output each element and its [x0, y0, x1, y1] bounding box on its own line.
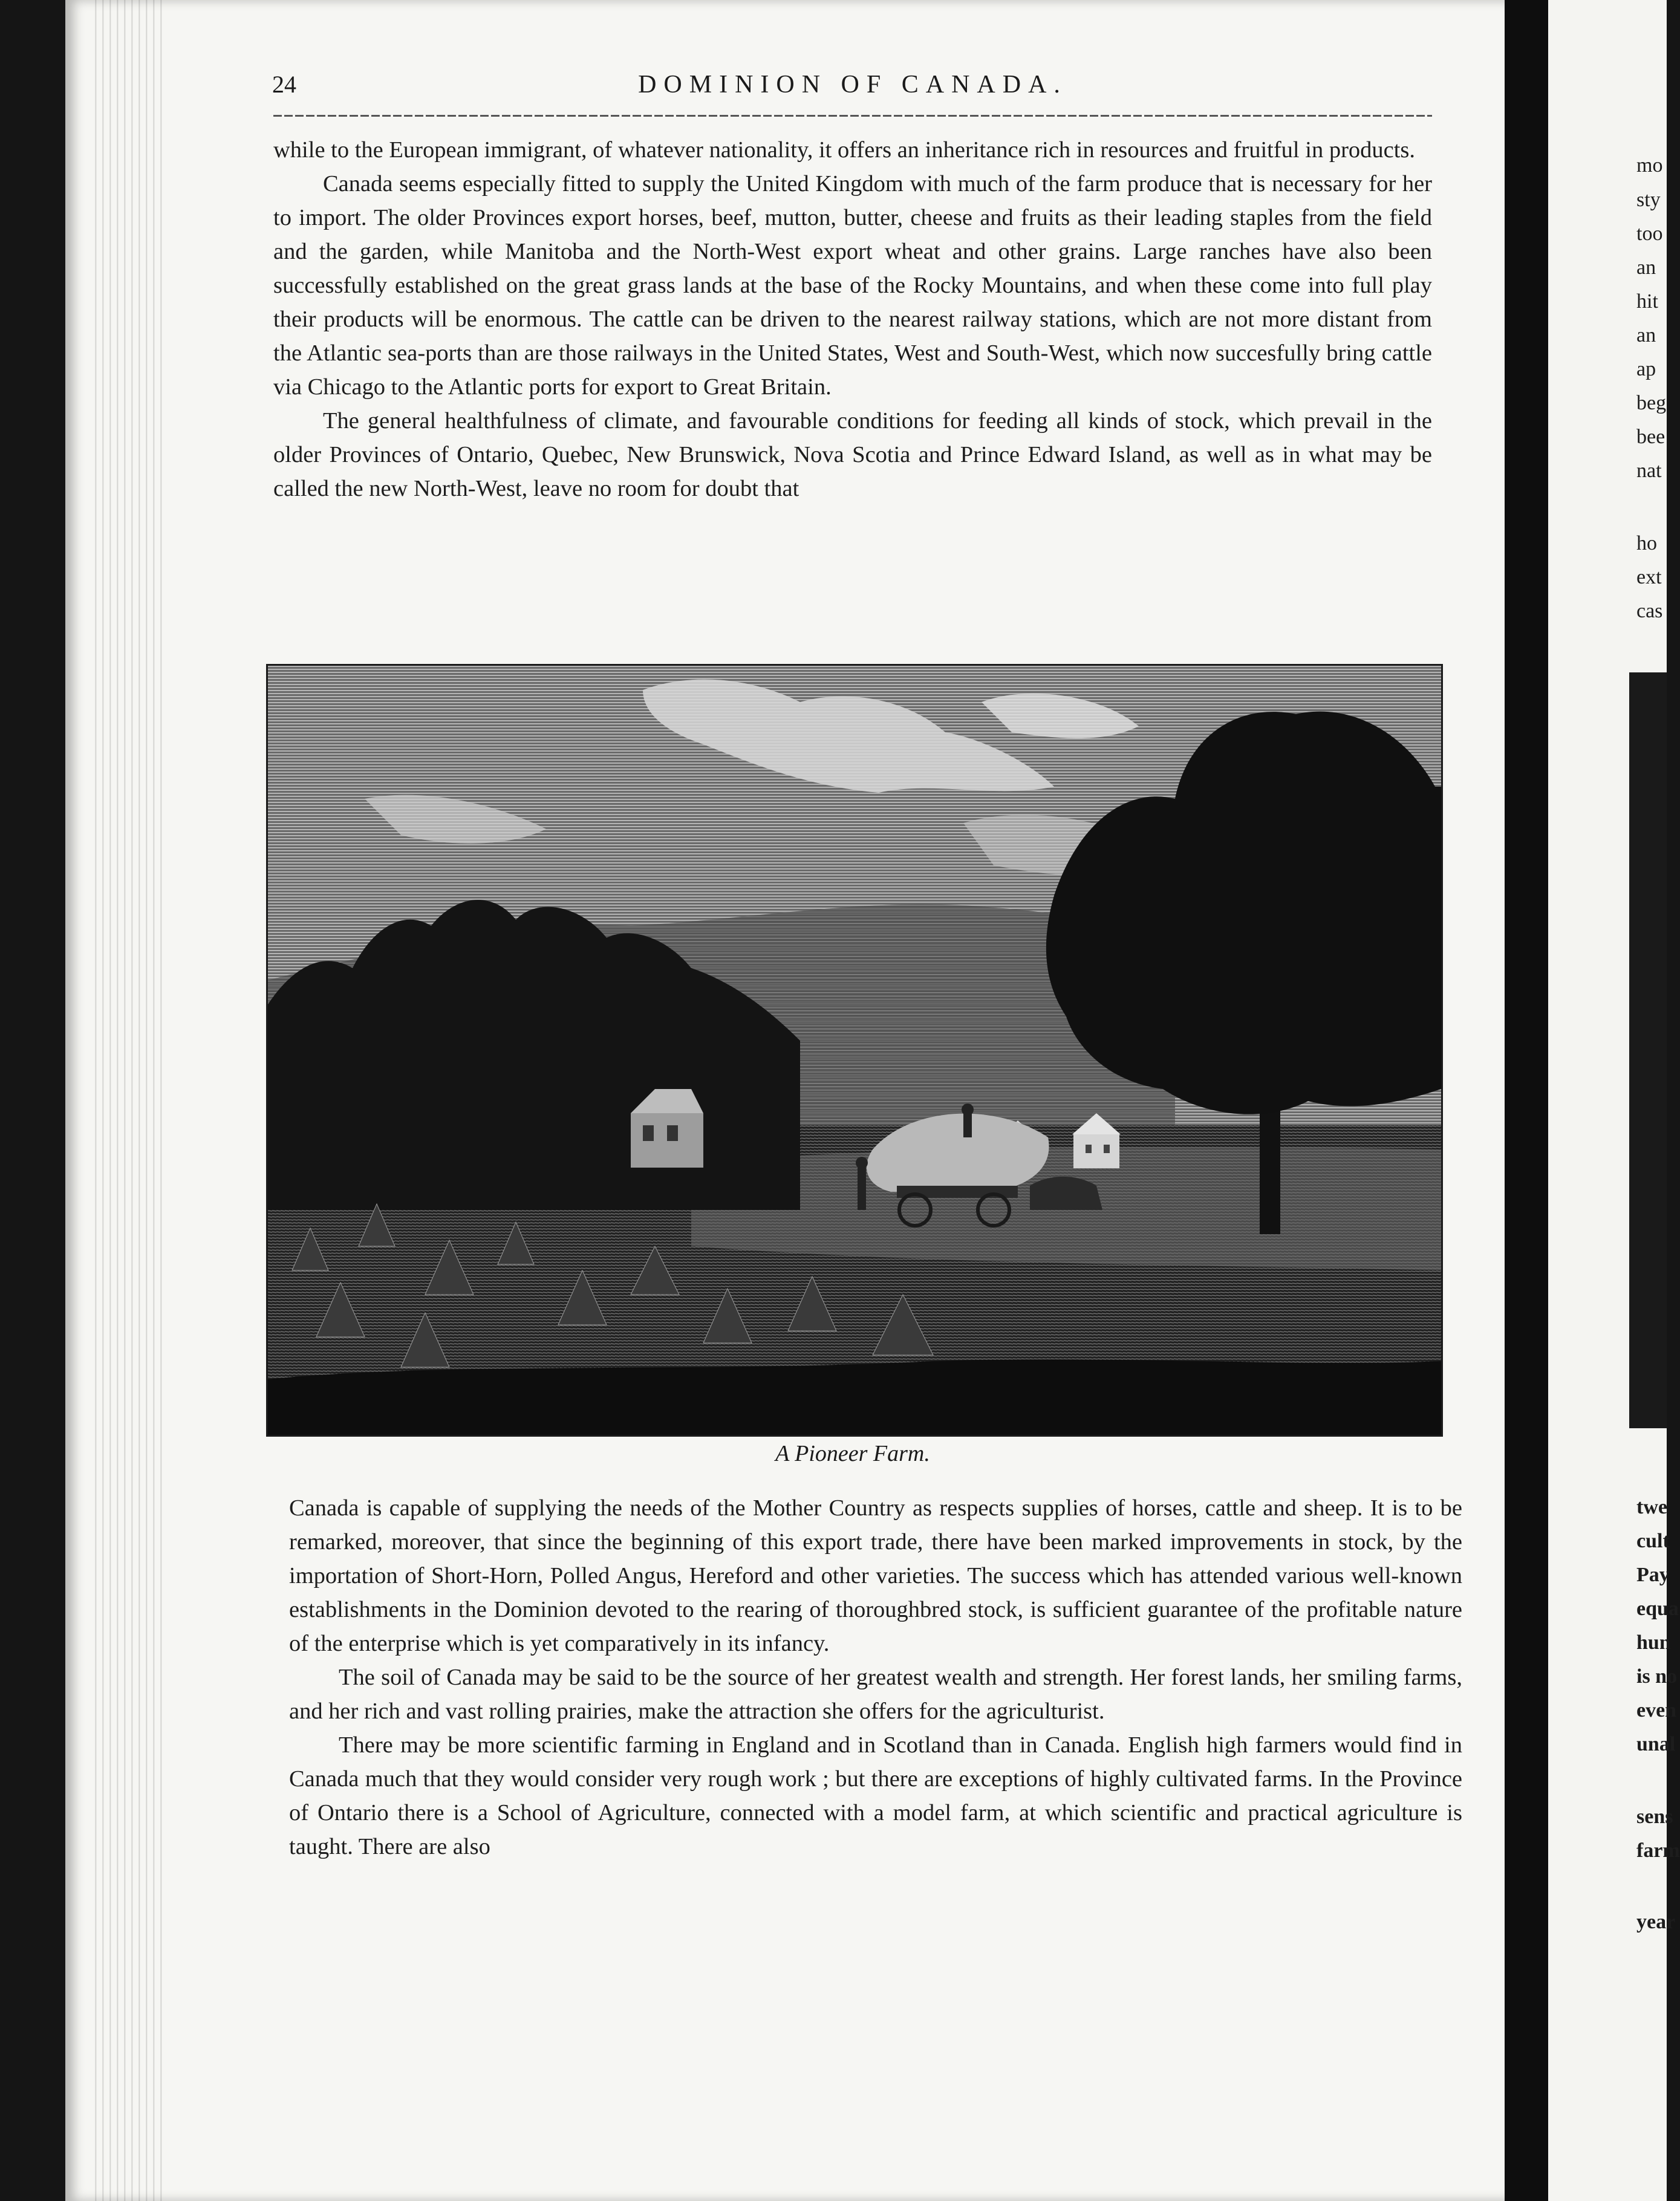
engraving-pioneer-farm	[266, 664, 1443, 1437]
facing-fragment: sens	[1636, 1806, 1673, 1828]
facing-fragment: Pay	[1636, 1564, 1670, 1586]
facing-fragment: twe	[1636, 1496, 1667, 1518]
paragraph: There may be more scientific farming in England and in Scotland than in Canada. English high farmers would find in Canada much that they would consider very rough work ; but there are exceptions of highly cultivated farms. In the Province of Ontario there is a School of Agriculture, connected with a model farm, at which scientific and practical agriculture is taught. There are also	[289, 1732, 1462, 1859]
facing-fragment: ap	[1636, 358, 1656, 380]
facing-fragment: mo	[1636, 154, 1663, 177]
book-gutter	[1505, 0, 1548, 2201]
facing-fragment: an	[1636, 324, 1656, 346]
header-rule	[273, 115, 1432, 117]
paragraph: Canada seems especially fitted to supply the United Kingdom with much of the farm produce that is necessary for her to import. The older Provinces export horses, beef, mutton, butter, cheese and fruits as their leading staples from the field and the garden, while Manitoba and the North-West export wheat and other grains. Large ranches have also been successfully established on the great grass lands at the base of the Rocky Mountains, and when these come into full play their products will be enormous. The cattle can be driven to the nearest railway stations, which are not more distant from the Atlantic sea-ports than are those railways in the United States, West and South-West, which now succesfully bring cattle via Chicago to the Atlantic ports for export to Great Britain.	[273, 171, 1432, 400]
facing-fragment: sty	[1636, 189, 1661, 211]
paragraph: The soil of Canada may be said to be the source of her greatest wealth and strength. Her forest lands, her smiling farms, and her rich and vast rolling prairies, make the attraction she offers for the agriculturist.	[289, 1665, 1462, 1724]
facing-fragment: ext	[1636, 566, 1662, 588]
paragraph: Canada is capable of supplying the needs of the Mother Country as respects supplies of horses, cattle and sheep. It is to be remarked, moreover, that since the beginning of this export trade, there have been marked improvements in stock, by the importation of Short-Horn, Polled Angus, Hereford and other varieties. The success which has attended various well-known establishments in the Dominion devoted to the rearing of thoroughbred stock, is sufficient guarantee of the profitable nature of the enterprise which is yet comparatively in its infancy.	[289, 1495, 1462, 1656]
facing-fragment: too	[1636, 223, 1663, 245]
running-head	[272, 70, 1433, 112]
facing-fragment: hun	[1636, 1631, 1671, 1654]
facing-fragment: bee	[1636, 426, 1665, 448]
farm-scene-illustration	[268, 666, 1441, 1435]
facing-fragment: is no	[1636, 1665, 1678, 1688]
facing-fragment: cas	[1636, 600, 1663, 622]
facing-fragment: equa	[1636, 1598, 1679, 1620]
figure-caption: A Pioneer Farm.	[775, 1441, 930, 1466]
facing-fragment: unal	[1636, 1733, 1676, 1755]
facing-illustration-fragment	[1629, 672, 1667, 1428]
foreground-grass	[268, 1359, 1441, 1435]
facing-fragment: cult	[1636, 1530, 1670, 1552]
paragraph: while to the European immigrant, of whatever nationality, it offers an inheritance rich in resources and fruitful in products.	[273, 137, 1416, 163]
facing-fragment: ho	[1636, 532, 1657, 554]
facing-fragment: an	[1636, 256, 1656, 279]
facing-fragment: farm	[1636, 1839, 1680, 1862]
bottom-text-block	[289, 1491, 1462, 1864]
page-edge-stack	[90, 0, 162, 2201]
facing-fragment: nat	[1636, 460, 1662, 482]
facing-fragment: beg	[1636, 392, 1667, 414]
page-number: 24	[272, 71, 296, 98]
running-title: DOMINION OF CANADA.	[638, 71, 1067, 99]
facing-fragment: year	[1636, 1911, 1676, 1933]
top-text-block	[273, 133, 1432, 506]
facing-fragment: even	[1636, 1699, 1677, 1721]
facing-fragment: hit	[1636, 290, 1658, 313]
paragraph: The general healthfulness of climate, and favourable conditions for feeding all kinds of stock, which prevail in the older Provinces of Ontario, Quebec, New Brunswick, Nova Scotia and Prince Edward Island, as well as in what may be called the new North-West, leave no room for doubt that	[273, 408, 1432, 501]
